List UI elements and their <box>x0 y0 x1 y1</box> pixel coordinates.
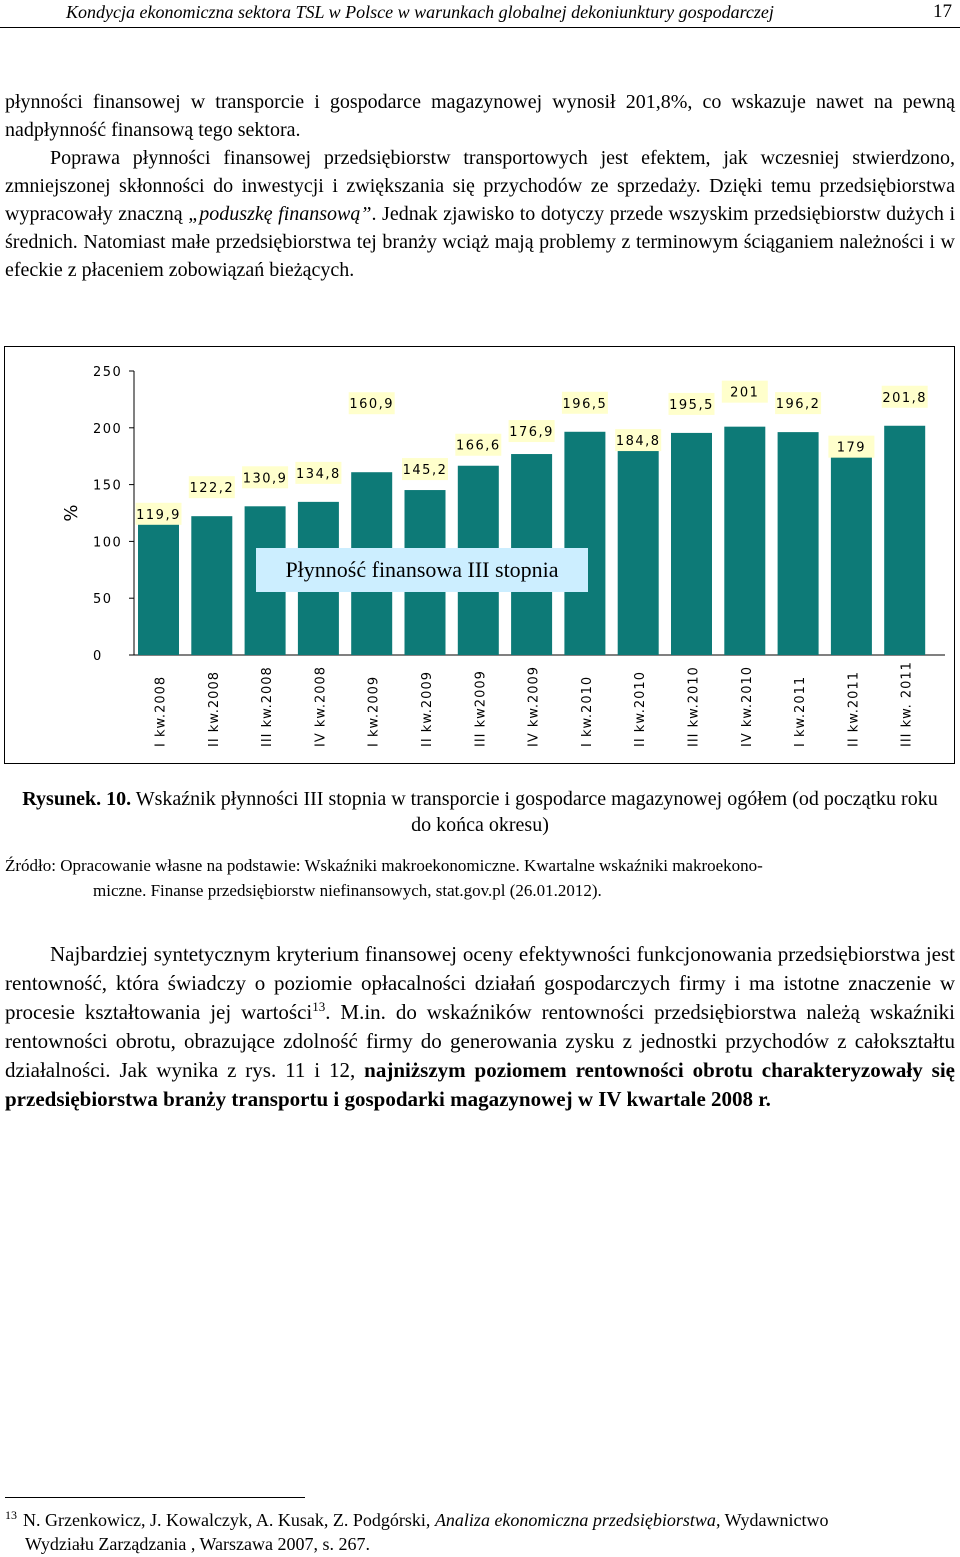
bar <box>191 516 232 655</box>
page-number: 17 <box>933 1 952 22</box>
category-label: III kw. 2011 <box>899 661 915 747</box>
category-label: IV kw.2009 <box>526 665 542 747</box>
category-label: I kw.2008 <box>153 675 169 747</box>
running-header <box>0 0 960 28</box>
running-title: Kondycja ekonomiczna sektora TSL w Polsce w warunkach globalnej dekoniunktury gospodarczej <box>66 2 774 22</box>
bar <box>138 519 179 655</box>
profitability-text-b: . M.in. do wskaźników rentowności przedsiębiorstwa należą wskaźniki rentowności obrotu, obrazujące zdolność firmy do generowania zysku z jednostki przychodów z całokształtu działalności. Jak wynika z rys. 11 i 12, <box>5 1000 955 1082</box>
figure-label: Rysunek. 10. <box>22 788 132 810</box>
y-tick-label: 0 <box>93 649 103 664</box>
category-label: III kw.2008 <box>260 666 276 747</box>
category-label: I kw.2009 <box>366 675 382 747</box>
footnote-number: 13 <box>5 1508 17 1522</box>
intro-text <box>5 88 955 284</box>
data-label: 201 <box>730 385 760 401</box>
bar <box>778 432 819 655</box>
footnote-title: Analiza ekonomiczna przedsiębiorstwa <box>434 1510 716 1530</box>
data-label: 176,9 <box>509 425 554 441</box>
source-line-2: miczne. Finanse przedsiębiorstw niefinansowych, stat.gov.pl (26.01.2012). <box>93 881 602 900</box>
data-label: 195,5 <box>669 397 714 413</box>
data-label: 130,9 <box>242 471 288 487</box>
profitability-text-a: Najbardziej syntetycznym kryterium finansowej oceny efektywności funkcjonowania przedsiębiorstwa jest rentowność, która świadczy o poziomie opłacalności działań gospodarczych firmy i ma istotne znaczenie w procesie kształtowania jej wartości <box>5 942 955 1024</box>
footnote-authors: N. Grzenkowicz, J. Kowalczyk, A. Kusak, Z. Podgórski, <box>23 1510 435 1530</box>
category-label: I kw.2010 <box>579 675 595 747</box>
liquidity-chart <box>4 346 955 764</box>
paragraph-liquidity-b: . Jednak zjawisko to dotyczy przede wszyskim przedsiębiorstw dużych i średnich. Natomiast małe przedsiębiorstwa tej branży wciąż mają problemy z terminowym ściąganiem należności i w efeckie z płaceniem zobowiązań bieżących. <box>5 203 956 281</box>
footnote-line-2: Wydziału Zarządzania , Warszawa 2007, s. 267. <box>25 1534 370 1554</box>
data-label: 166,6 <box>455 438 501 454</box>
data-label: 196,5 <box>562 396 608 412</box>
data-label: 201,8 <box>882 390 928 406</box>
profitability-paragraph <box>5 940 955 1114</box>
data-label: 184,8 <box>615 434 661 450</box>
data-label: 160,9 <box>349 397 395 413</box>
data-label: 196,2 <box>775 397 821 413</box>
category-label: I kw.2011 <box>793 675 809 747</box>
category-label: IV kw.2008 <box>313 665 329 747</box>
paragraph-continued: płynności finansowej w transporcie i gospodarce magazynowej wynosił 201,8%, co wskazuje nawet na pewną nadpłynność finansową tego sektora. <box>5 91 955 141</box>
y-axis-label: % <box>61 504 82 522</box>
category-label: IV kw.2010 <box>739 665 755 747</box>
paragraph-liquidity-italic: „poduszkę finansową” <box>188 203 372 225</box>
figure-caption <box>20 786 940 838</box>
footnote-publisher: , Wydawnictwo <box>715 1510 829 1530</box>
data-label: 122,2 <box>189 481 235 497</box>
category-label: II kw.2008 <box>206 671 222 747</box>
bar <box>564 432 605 655</box>
legend-text: Płynność finansowa III stopnia <box>285 557 559 582</box>
profitability-bold: najniższym poziomem rentowności obrotu charakteryzowały się przedsiębiorstwa branży transportu i gospodarki magazynowej w IV kwartale 2008 r. <box>5 1058 955 1111</box>
footnote-line-1 <box>5 1508 955 1532</box>
paragraph-liquidity-a: Poprawa płynności finansowej przedsiębiorstw transportowych jest efektem, jak wczesniej stwierdzono, zmniejszonej skłonności do inwestycji i zwiększania się przychodów ze sprzedaży. Dzięki temu przedsiębiorstwa wypracowały znaczną <box>5 147 955 225</box>
figure-source <box>5 853 950 903</box>
y-tick-label: 50 <box>93 592 113 608</box>
data-label: 134,8 <box>296 466 341 482</box>
category-label: II kw.2011 <box>846 671 862 747</box>
category-label: II kw.2009 <box>420 671 435 747</box>
data-label: 119,9 <box>136 507 181 523</box>
paragraph-liquidity <box>5 144 955 284</box>
footnote-rule <box>5 1497 305 1498</box>
liquidity-chart-svg <box>5 347 956 765</box>
data-label: 145,2 <box>402 463 448 479</box>
y-tick-label: 250 <box>93 365 123 380</box>
source-line-1: Źródło: Opracowanie własne na podstawie: Wskaźniki makroekonomiczne. Kwartalne wskaźniki makroekono- <box>5 856 763 875</box>
y-tick-label: 100 <box>93 535 123 551</box>
data-label: 179 <box>836 440 867 456</box>
footnote-ref: 13 <box>312 999 326 1014</box>
footnote <box>5 1508 955 1556</box>
bar <box>618 445 659 655</box>
bar <box>831 452 872 655</box>
y-tick-label: 200 <box>93 421 123 437</box>
category-label: II kw.2010 <box>633 671 649 747</box>
profitability-text <box>5 940 955 1114</box>
bar <box>884 426 925 655</box>
category-label: III kw2009 <box>473 670 489 747</box>
y-tick-label: 150 <box>93 478 123 494</box>
figure-caption-text: Wskaźnik płynności III stopnia w transporcie i gospodarce magazynowej ogółem (od początku roku do końca okresu) <box>131 788 938 836</box>
category-label: III kw.2010 <box>686 666 702 747</box>
bar <box>724 427 765 655</box>
bar <box>671 433 712 655</box>
